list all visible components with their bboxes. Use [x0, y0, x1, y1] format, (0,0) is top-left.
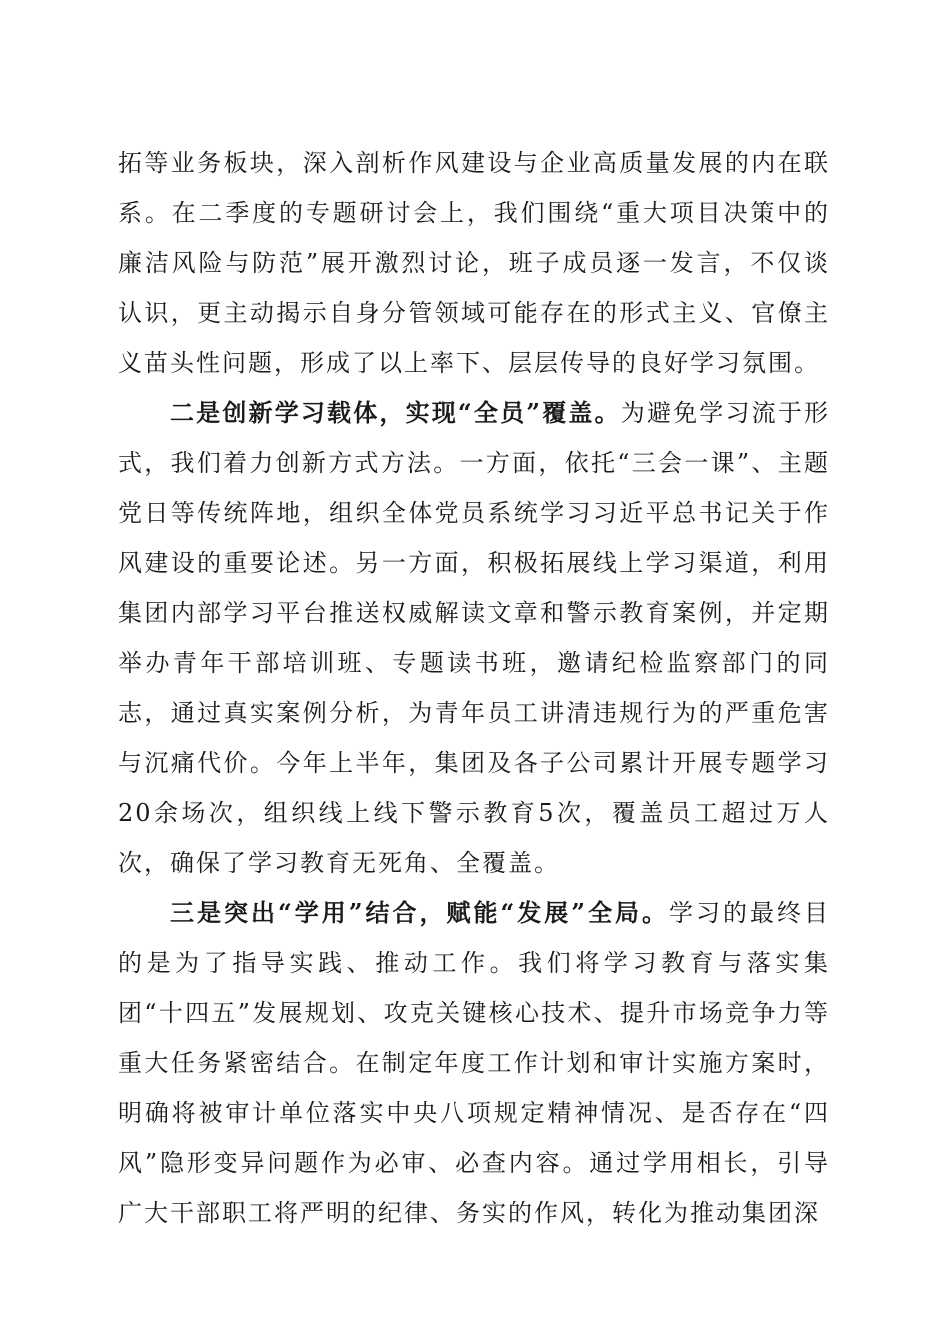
paragraph-2 — [118, 388, 830, 888]
paragraph-3 — [118, 888, 830, 1238]
paragraph-2-lead: 二是创新学习载体，实现“全员”覆盖。 — [170, 398, 621, 427]
document-body — [118, 138, 830, 1238]
paragraph-1 — [118, 138, 830, 388]
paragraph-2-text: 为避免学习流于形式，我们着力创新方式方法。一方面，依托“三会一课”、主题党日等传统阵地，组织全体党员系统学习习近平总书记关于作风建设的重要论述。另一方面，积极拓展线上学习渠道，利用集团内部学习平台推送权威解读文章和警示教育案例，并定期举办青年干部培训班、专题读书班，邀请纪检监察部门的同志，通过真实案例分析，为青年员工讲清违规行为的严重危害与沉痛代价。今年上半年，集团及各子公司累计开展专题学习20余场次，组织线上线下警示教育5次，覆盖员工超过万人次，确保了学习教育无死角、全覆盖。 — [118, 399, 831, 877]
paragraph-3-lead: 三是突出“学用”结合，赋能“发展”全局。 — [170, 898, 670, 927]
paragraph-3-text: 学习的最终目的是为了指导实践、推动工作。我们将学习教育与落实集团“十四五”发展规划、攻克关键核心技术、提升市场竞争力等重大任务紧密结合。在制定年度工作计划和审计实施方案时，明确将被审计单位落实中央八项规定精神情况、是否存在“四风”隐形变异问题作为必审、必查内容。通过学用相长，引导广大干部职工将严明的纪律、务实的作风，转化为推动集团深 — [118, 899, 831, 1227]
paragraph-1-text: 拓等业务板块，深入剖析作风建设与企业高质量发展的内在联系。在二季度的专题研讨会上，我们围绕“重大项目决策中的廉洁风险与防范”展开激烈讨论，班子成员逐一发言，不仅谈认识，更主动揭示自身分管领域可能存在的形式主义、官僚主义苗头性问题，形成了以上率下、层层传导的良好学习氛围。 — [118, 149, 830, 377]
